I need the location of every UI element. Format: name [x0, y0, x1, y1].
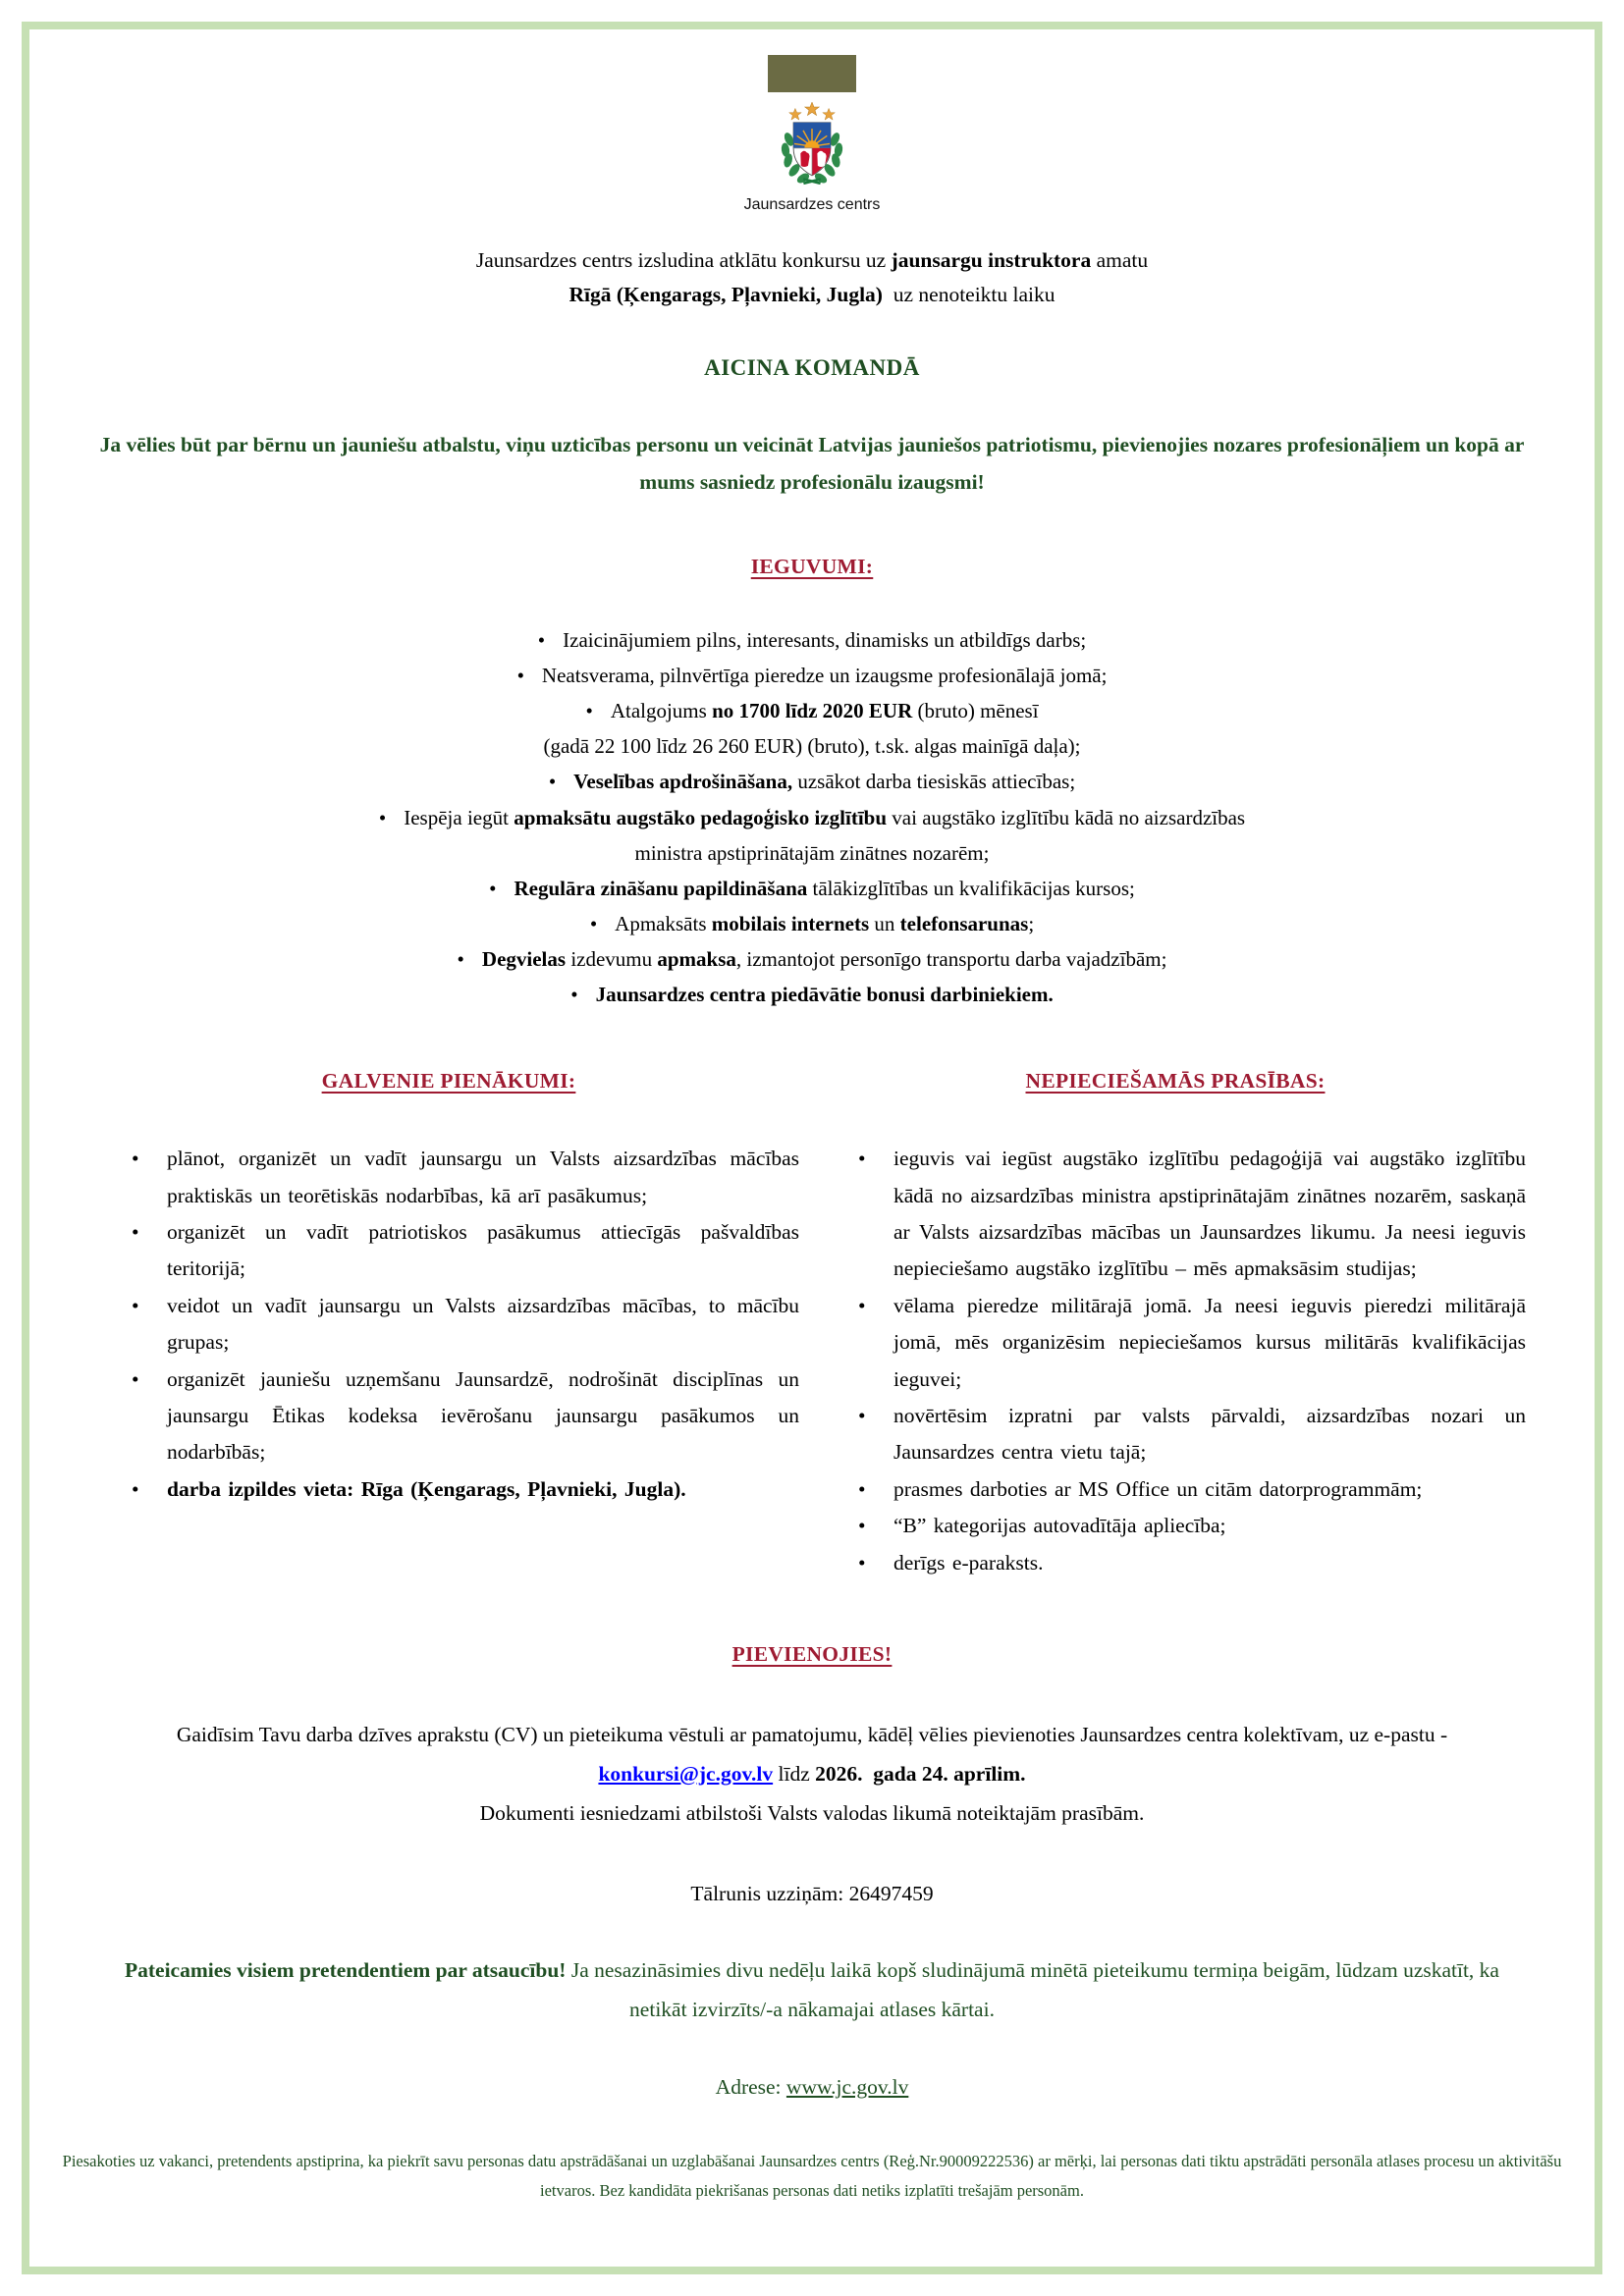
text-segment: veidot un vadīt jaunsargu un Valsts aizsardzības mācības, to mācību grupas; [167, 1293, 799, 1355]
text-segment: , izmantojot personīgo transportu darba vajadzībām; [735, 947, 1167, 972]
org-name-label: Jaunsardzes centrs [743, 196, 881, 213]
email-link[interactable]: konkursi@jc.gov.lv [598, 1761, 774, 1786]
list-item [98, 693, 1526, 764]
list-item [825, 1288, 1526, 1398]
list-item [98, 658, 1526, 693]
list-item [98, 871, 1526, 906]
text-segment: plānot, organizēt un vadīt jaunsargu un Valsts aizsardzības mācības praktiskās un teorētiskās nodarbības, kā arī pasākumus; [167, 1147, 799, 1207]
text-segment: no 1700 līdz 2020 EUR [712, 699, 913, 723]
thanks-paragraph [98, 1951, 1526, 2030]
text-segment: apmaksātu augstāko pedagoģisko izglītību [514, 805, 888, 829]
text-segment: amatu [1091, 248, 1149, 272]
address-line [98, 2075, 1526, 2100]
bullet-icon: • [132, 1293, 139, 1317]
text-segment: Regulāra zināšanu papildināšana [514, 876, 808, 900]
list-item-text [893, 1545, 1526, 1581]
text-segment: ieguvis vai iegūst augstāko izglītību pedagoģijā vai augstāko izglītību kādā no aizsardzības ministra apstiprinātajām zinātnes nozarēm, saskaņā ar Valsts aizsardzības mācības un Jaunsardzes likumu. Ja neesi ieguvis nepieciešamo augstāko izglītību – mēs apmaksāsim studijas; [893, 1147, 1526, 1281]
intro-line-2 [98, 278, 1526, 312]
invite-heading: AICINA KOMANDĀ [704, 354, 920, 380]
list-item [98, 1141, 799, 1214]
list-item [825, 1141, 1526, 1288]
list-item [825, 1471, 1526, 1508]
list-item-text [893, 1141, 1526, 1288]
pitch-text: Ja vēlies būt par bērnu un jauniešu atbalstu, viņu uzticības personu un veicināt Latvijas jauniešos patriotismu, pievienojies nozares profesionāļiem un kopā ar mums sasniedz profesionālu izaugsmi! [99, 432, 1525, 495]
list-item-text [893, 1288, 1526, 1398]
text-segment: Gaidīsim Tavu darba dzīves aprakstu (CV) un pieteikuma vēstuli ar pamatojumu, kādēļ vēlies pievienoties Jaunsardzes centra kolektīvam, uz e-pastu - [176, 1723, 1448, 1747]
logo-block [98, 55, 1526, 214]
list-item [98, 622, 1526, 658]
duties-list [98, 1141, 799, 1508]
text-segment: Pateicamies visiem pretendentiem par atsaucību! [125, 1958, 567, 1983]
text-segment: un [869, 911, 900, 935]
text-segment: Adrese: [715, 2074, 786, 2099]
list-item [98, 1214, 799, 1288]
text-segment: 2026. gada 24. aprīlim. [815, 1761, 1026, 1786]
text-segment: Iespēja iegūt [404, 805, 514, 829]
join-paragraph [98, 1716, 1526, 1833]
text-segment: uzsākot darba tiesiskās attiecības; [792, 770, 1076, 794]
list-item [98, 906, 1526, 941]
bullet-icon: • [516, 664, 524, 688]
bullet-icon: • [585, 699, 593, 723]
text-segment: organizēt un vadīt patriotiskos pasākumus attiecīgās pašvaldības teritorijā; [167, 1220, 799, 1281]
bullet-icon: • [858, 1550, 866, 1575]
list-item [98, 941, 1526, 977]
text-segment: vai augstāko izglītību kādā no aizsardzības [887, 805, 1246, 829]
text-segment: Ja nesazināsimies divu nedēļu laikā kopš sludinājumā minētā pieteikumu termiņa beigām, lūdzam uzskatīt, ka netikāt izvirzīts/-a nākamajai atlases kārtai. [566, 1958, 1499, 2022]
text-segment: derīgs e-paraksts. [893, 1550, 1044, 1575]
latvia-coat-of-arms-icon [768, 102, 856, 192]
list-item [98, 1288, 799, 1362]
list-item-text [893, 1508, 1526, 1544]
list-item-text [893, 1398, 1526, 1471]
text-segment: Dokumenti iesniedzami atbilstoši Valsts valodas likumā noteiktajām prasībām. [479, 1800, 1145, 1825]
text-segment: Rīgā (Ķengarags, Pļavnieki, Jugla) [568, 282, 883, 306]
join-heading: PIEVIENOJIES! [731, 1642, 893, 1667]
requirements-column [825, 1069, 1526, 1581]
requirements-heading: NEPIECIEŠAMĀS PRASĪBAS: [1025, 1069, 1326, 1094]
duties-column [98, 1069, 799, 1581]
text-segment: Veselības apdrošināšana, [573, 770, 793, 794]
bullet-icon: • [858, 1476, 866, 1501]
text-segment: vēlama pieredze militārajā jomā. Ja neesi ieguvis pieredzi militārajā jomā, mēs organizēsim nepieciešamos kursus militārās kvalifikācijas ieguvei; [893, 1293, 1526, 1391]
bullet-icon: • [457, 947, 464, 972]
text-segment: prasmes darboties ar MS Office un citām datorprogrammām; [893, 1476, 1423, 1501]
bullet-icon: • [570, 983, 578, 1007]
list-item-text [167, 1214, 799, 1288]
text-segment: Degvielas [481, 947, 567, 972]
olive-banner-rectangle [768, 55, 856, 92]
text-segment: jaunsargu instruktora [891, 248, 1092, 272]
text-segment: izdevumu [566, 947, 658, 972]
list-item [98, 1471, 799, 1508]
text-segment: organizēt jauniešu uzņemšanu Jaunsardzē, nodrošināt disciplīnas un jaunsargu Ētikas kodeksa ievērošanu jaunsargu pasākumos un nodarbībās; [167, 1366, 799, 1465]
text-segment: līdz [773, 1761, 816, 1786]
list-item [825, 1545, 1526, 1581]
bullet-icon: • [132, 1366, 139, 1391]
list-item-text [167, 1362, 799, 1471]
text-segment: ; [1028, 911, 1035, 935]
intro-line-1 [98, 243, 1526, 278]
bullet-icon: • [132, 1147, 139, 1171]
list-item [825, 1398, 1526, 1471]
text-segment: Atalgojums [610, 699, 713, 723]
list-item-text [893, 1471, 1526, 1508]
text-segment: uz nenoteiktu laiku [882, 282, 1056, 306]
text-segment: telefonsarunas [899, 911, 1029, 935]
bullet-icon: • [548, 770, 557, 794]
benefits-heading: IEGUVUMI: [750, 555, 874, 579]
text-segment: tālākizglītības un kvalifikācijas kursos; [807, 876, 1135, 900]
text-segment: Apmaksāts [615, 911, 712, 935]
duties-heading: GALVENIE PIENĀKUMI: [321, 1069, 576, 1094]
bullet-icon: • [132, 1220, 139, 1245]
three-stars-icon [789, 102, 836, 120]
list-item [98, 764, 1526, 799]
list-item [825, 1508, 1526, 1544]
bullet-icon: • [378, 805, 387, 829]
list-item-text [167, 1288, 799, 1362]
lion-icon [800, 151, 809, 167]
bullet-icon: • [858, 1404, 866, 1428]
text-segment: ministra apstiprinātajām zinātnes nozarēm; [634, 840, 990, 865]
bullet-icon: • [132, 1476, 139, 1501]
bullet-icon: • [589, 911, 598, 935]
bullet-icon: • [858, 1293, 866, 1317]
list-item [98, 1362, 799, 1471]
bullet-icon: • [537, 628, 546, 653]
text-segment: novērtēsim izpratni par valsts pārvaldi, aizsardzības nozari un Jaunsardzes centra vietu tajā; [893, 1404, 1526, 1465]
bullet-icon: • [858, 1514, 866, 1538]
footer-disclaimer: Piesakoties uz vakanci, pretendents apstiprina, ka piekrīt savu personas datu apstrādāšanai un uzglabāšanai Jaunsardzes centrs (Reģ.Nr.90009222536) ar mērķi, lai personas dati tiktu apstrādāti personāla atlases procesu un aktivitāšu ietvaros. Bez kandidāta piekrišanas personas dati netiks izplatīti trešajām personām. [62, 2151, 1562, 2201]
text-segment: mobilais internets [711, 911, 870, 935]
list-item [98, 977, 1526, 1012]
list-item-text [167, 1141, 799, 1214]
text-segment: apmaksa [657, 947, 736, 972]
bullet-icon: • [858, 1147, 866, 1171]
text-segment: (bruto) mēnesī [912, 699, 1039, 723]
text-segment: Neatsverama, pilnvērtīga pieredze un izaugsme profesionālajā jomā; [541, 664, 1108, 688]
list-item [98, 800, 1526, 871]
text-segment: “B” kategorijas autovadītāja apliecība; [893, 1514, 1226, 1538]
benefits-list [98, 622, 1526, 1012]
duties-requirements-section [98, 1069, 1526, 1581]
requirements-list [825, 1141, 1526, 1581]
text-segment: (gadā 22 100 līdz 26 260 EUR) (bruto), t.sk. algas mainīgā daļa); [543, 734, 1081, 759]
website-link[interactable]: www.jc.gov.lv [785, 2074, 909, 2099]
text-segment: Jaunsardzes centra piedāvātie bonusi darbiniekiem. [595, 983, 1054, 1007]
list-item-text [167, 1471, 799, 1508]
text-segment: darba izpildes vieta: Rīga (Ķengarags, Pļavnieki, Jugla). [167, 1476, 686, 1501]
bullet-icon: • [489, 876, 497, 900]
griffin-icon [817, 151, 826, 167]
intro-block [98, 243, 1526, 312]
text-segment: Jaunsardzes centrs izsludina atklātu konkursu uz [475, 248, 892, 272]
phone-line: Tālrunis uzziņām: 26497459 [690, 1882, 934, 1906]
text-segment: Izaicinājumiem pilns, interesants, dinamisks un atbildīgs darbs; [563, 628, 1087, 653]
